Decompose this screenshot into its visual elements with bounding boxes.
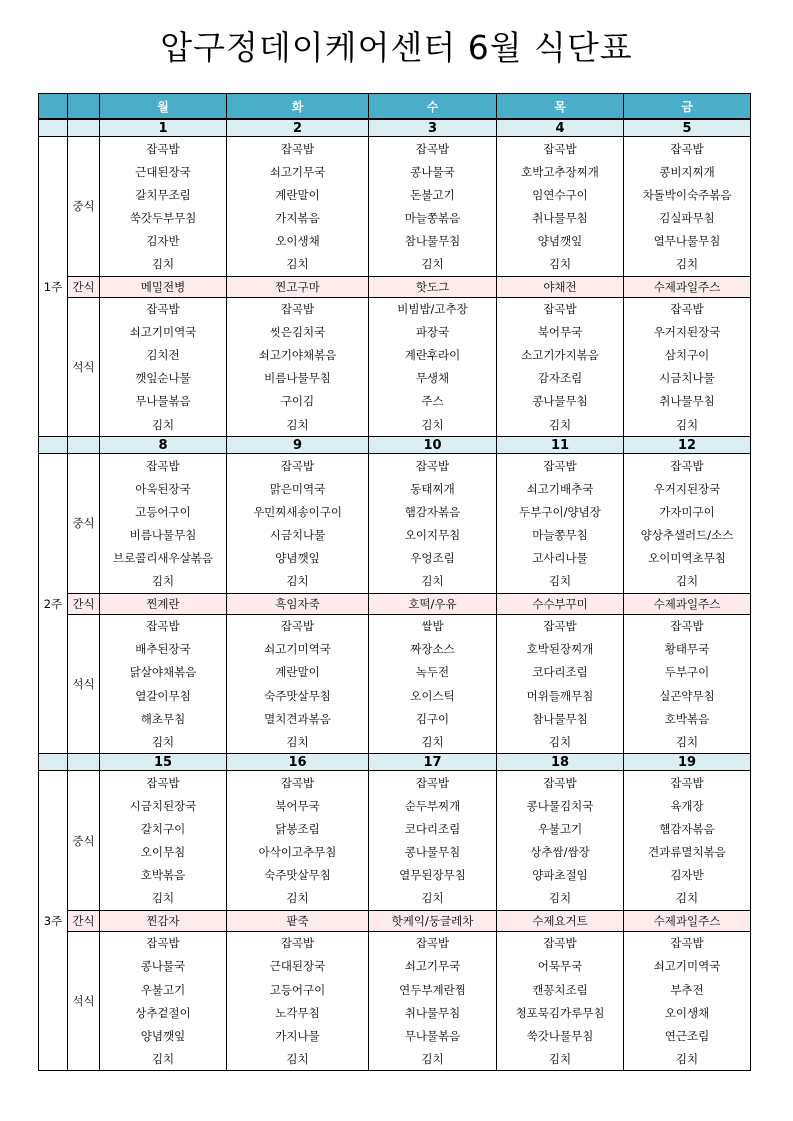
- menu-item: 김치: [497, 887, 624, 911]
- menu-item: 오이스틱: [369, 684, 497, 707]
- snack-item: 찐감자: [100, 910, 227, 931]
- menu-item: 김치: [100, 730, 227, 754]
- menu-item: 쇠고기야채볶음: [227, 344, 369, 367]
- menu-item: 닭살야채볶음: [100, 661, 227, 684]
- date-cell: 2: [227, 119, 369, 137]
- meal-label: 중식: [68, 454, 100, 594]
- menu-item: 햄감자볶음: [369, 500, 497, 523]
- dinner-row: [39, 931, 751, 955]
- menu-item: 김치: [369, 1047, 497, 1071]
- menu-item: 열무된장무침: [369, 864, 497, 887]
- menu-item: 우불고기: [497, 817, 624, 840]
- menu-item: 취나물무침: [497, 206, 624, 229]
- menu-item: 콩나물국: [100, 955, 227, 978]
- date-corner: [68, 119, 100, 137]
- lunch-row: [39, 137, 751, 161]
- menu-item: 김치: [624, 730, 751, 754]
- menu-item: 김치: [624, 887, 751, 911]
- dinner-row: [39, 1047, 751, 1071]
- menu-item: 김치: [624, 1047, 751, 1071]
- menu-item: 마늘쫑볶음: [369, 206, 497, 229]
- menu-item: 호박고추장찌개: [497, 160, 624, 183]
- menu-item: 짜장소스: [369, 638, 497, 661]
- menu-item: 잡곡밥: [100, 297, 227, 321]
- snack-item: 메밀전병: [100, 276, 227, 297]
- menu-item: 상추겉절이: [100, 1001, 227, 1024]
- week-label: 3주: [39, 771, 68, 1071]
- menu-item: 돈불고기: [369, 183, 497, 206]
- menu-item: 잡곡밥: [624, 931, 751, 955]
- snack-row: [39, 593, 751, 614]
- menu-item: 열무나물무침: [624, 229, 751, 252]
- date-corner: [39, 119, 68, 137]
- menu-item: 잡곡밥: [497, 454, 624, 478]
- date-row: [39, 119, 751, 137]
- menu-item: 가지나물: [227, 1024, 369, 1047]
- menu-item: 오이생채: [227, 229, 369, 252]
- menu-item: 차돌박이숙주볶음: [624, 183, 751, 206]
- menu-item: 김치: [369, 730, 497, 754]
- menu-item: 잡곡밥: [227, 614, 369, 638]
- menu-item: 머위들깨무침: [497, 684, 624, 707]
- menu-item: 주스: [369, 390, 497, 413]
- date-cell: 17: [369, 754, 497, 771]
- menu-item: 김치: [227, 887, 369, 911]
- menu-item: 비름나물무침: [100, 523, 227, 546]
- menu-item: 양파초절임: [497, 864, 624, 887]
- menu-item: 파장국: [369, 321, 497, 344]
- menu-item: 김치: [369, 252, 497, 276]
- menu-item: 김치: [369, 570, 497, 594]
- menu-item: 황태무국: [624, 638, 751, 661]
- menu-item: 우거지된장국: [624, 321, 751, 344]
- lunch-row: [39, 794, 751, 817]
- menu-item: 김치: [227, 1047, 369, 1071]
- menu-item: 실곤약무침: [624, 684, 751, 707]
- menu-item: 김치: [497, 570, 624, 594]
- menu-item: 잡곡밥: [369, 771, 497, 795]
- dinner-row: [39, 321, 751, 344]
- menu-item: 잡곡밥: [227, 771, 369, 795]
- menu-item: 우민찌새송이구이: [227, 500, 369, 523]
- snack-item: 야채전: [497, 276, 624, 297]
- lunch-row: [39, 570, 751, 594]
- menu-item: 비름나물무침: [227, 367, 369, 390]
- menu-item: 마늘쫑무침: [497, 523, 624, 546]
- menu-item: 잡곡밥: [497, 137, 624, 161]
- menu-item: 취나물무침: [624, 390, 751, 413]
- date-cell: 16: [227, 754, 369, 771]
- menu-item: 잡곡밥: [227, 137, 369, 161]
- menu-item: 콩나물무침: [369, 841, 497, 864]
- menu-item: 김치: [100, 570, 227, 594]
- menu-item: 잡곡밥: [227, 297, 369, 321]
- dinner-row: [39, 955, 751, 978]
- menu-item: 근대된장국: [227, 955, 369, 978]
- menu-item: 김치: [497, 413, 624, 437]
- date-cell: 10: [369, 437, 497, 454]
- menu-item: 계란말이: [227, 183, 369, 206]
- menu-item: 잡곡밥: [624, 137, 751, 161]
- page-title: 압구정데이케어센터 6월 식단표: [160, 28, 633, 67]
- menu-item: 참나물무침: [497, 707, 624, 730]
- menu-item: 김치: [624, 252, 751, 276]
- menu-item: 연두부계란찜: [369, 978, 497, 1001]
- menu-item: 김자반: [100, 229, 227, 252]
- date-corner: [39, 754, 68, 771]
- menu-item: 쑥갓두부무침: [100, 206, 227, 229]
- menu-item: 김치: [227, 413, 369, 437]
- snack-item: 수제과일주스: [624, 276, 751, 297]
- lunch-row: [39, 183, 751, 206]
- menu-item: 잡곡밥: [497, 614, 624, 638]
- dinner-row: [39, 978, 751, 1001]
- menu-item: 잡곡밥: [624, 614, 751, 638]
- menu-item: 잡곡밥: [624, 297, 751, 321]
- menu-item: 양념깻잎: [497, 229, 624, 252]
- menu-item: 잡곡밥: [100, 931, 227, 955]
- menu-item: 부추전: [624, 978, 751, 1001]
- menu-item: 김치: [497, 252, 624, 276]
- header-corner: [39, 94, 68, 120]
- meal-label: 간식: [68, 276, 100, 297]
- menu-item: 김치: [369, 887, 497, 911]
- menu-item: 잡곡밥: [369, 137, 497, 161]
- menu-item: 우불고기: [100, 978, 227, 1001]
- menu-item: 양상추샐러드/소스: [624, 523, 751, 546]
- menu-item: 잡곡밥: [497, 771, 624, 795]
- menu-item: 북어무국: [227, 794, 369, 817]
- menu-item: 잡곡밥: [100, 614, 227, 638]
- dinner-row: [39, 707, 751, 730]
- dinner-row: [39, 297, 751, 321]
- menu-item: 브로콜리새우살볶음: [100, 547, 227, 570]
- menu-item: 구이김: [227, 390, 369, 413]
- menu-item: 무나물볶음: [100, 390, 227, 413]
- lunch-row: [39, 477, 751, 500]
- header-day: 수: [369, 94, 497, 120]
- menu-item: 잡곡밥: [624, 771, 751, 795]
- menu-item: 양념깻잎: [100, 1024, 227, 1047]
- date-cell: 12: [624, 437, 751, 454]
- date-corner: [68, 437, 100, 454]
- lunch-row: [39, 817, 751, 840]
- meal-label: 중식: [68, 137, 100, 277]
- menu-item: 두부구이/양념장: [497, 500, 624, 523]
- menu-item: 가지볶음: [227, 206, 369, 229]
- menu-item: 쑥갓나물무침: [497, 1024, 624, 1047]
- date-cell: 3: [369, 119, 497, 137]
- snack-row: [39, 276, 751, 297]
- menu-item: 김자반: [624, 864, 751, 887]
- lunch-row: [39, 206, 751, 229]
- menu-item: 노각무침: [227, 1001, 369, 1024]
- meal-label: 석식: [68, 614, 100, 754]
- snack-item: 수제과일주스: [624, 910, 751, 931]
- menu-item: 김치: [227, 730, 369, 754]
- menu-item: 양념깻잎: [227, 547, 369, 570]
- snack-item: 흑임자죽: [227, 593, 369, 614]
- menu-item: 잡곡밥: [227, 931, 369, 955]
- menu-item: 김치전: [100, 344, 227, 367]
- snack-item: 핫케익/둥글레차: [369, 910, 497, 931]
- date-cell: 5: [624, 119, 751, 137]
- menu-item: 동태찌개: [369, 477, 497, 500]
- lunch-row: [39, 500, 751, 523]
- header-day: 화: [227, 94, 369, 120]
- menu-item: 잡곡밥: [100, 454, 227, 478]
- date-corner: [39, 437, 68, 454]
- menu-item: 쇠고기미역국: [624, 955, 751, 978]
- menu-item: 김치: [497, 730, 624, 754]
- menu-item: 두부구이: [624, 661, 751, 684]
- menu-item: 깻잎순나물: [100, 367, 227, 390]
- menu-item: 고등어구이: [100, 500, 227, 523]
- menu-item: 소고기가지볶음: [497, 344, 624, 367]
- menu-item: 오이지무침: [369, 523, 497, 546]
- menu-item: 계란말이: [227, 661, 369, 684]
- menu-item: 김치: [100, 1047, 227, 1071]
- menu-item: 아욱된장국: [100, 477, 227, 500]
- menu-item: 김구이: [369, 707, 497, 730]
- snack-item: 호떡/우유: [369, 593, 497, 614]
- snack-item: 팥죽: [227, 910, 369, 931]
- menu-item: 김실파무침: [624, 206, 751, 229]
- menu-item: 콩나물국: [369, 160, 497, 183]
- snack-item: 수제요거트: [497, 910, 624, 931]
- lunch-row: [39, 229, 751, 252]
- menu-item: 잡곡밥: [624, 454, 751, 478]
- menu-item: 김치: [369, 413, 497, 437]
- menu-item: 코다리조림: [369, 817, 497, 840]
- menu-item: 잡곡밥: [100, 137, 227, 161]
- menu-item: 호박볶음: [624, 707, 751, 730]
- menu-item: 상추쌈/쌈장: [497, 841, 624, 864]
- menu-item: 육개장: [624, 794, 751, 817]
- menu-item: 씻은김치국: [227, 321, 369, 344]
- menu-item: 김치: [100, 252, 227, 276]
- dinner-row: [39, 1024, 751, 1047]
- dinner-row: [39, 614, 751, 638]
- menu-item: 호박된장찌개: [497, 638, 624, 661]
- menu-item: 시금치나물: [227, 523, 369, 546]
- dinner-row: [39, 684, 751, 707]
- snack-item: 핫도그: [369, 276, 497, 297]
- date-row: [39, 754, 751, 771]
- menu-item: 배추된장국: [100, 638, 227, 661]
- menu-item: 시금치나물: [624, 367, 751, 390]
- menu-item: 갈치구이: [100, 817, 227, 840]
- menu-item: 우거지된장국: [624, 477, 751, 500]
- menu-item: 계란후라이: [369, 344, 497, 367]
- meal-label: 석식: [68, 297, 100, 437]
- menu-item: 코다리조림: [497, 661, 624, 684]
- menu-item: 임연수구이: [497, 183, 624, 206]
- snack-item: 찐계란: [100, 593, 227, 614]
- menu-item: 무생채: [369, 367, 497, 390]
- menu-item: 순두부찌개: [369, 794, 497, 817]
- menu-table: [38, 93, 751, 1071]
- meal-label: 중식: [68, 771, 100, 911]
- menu-item: 콩나물김치국: [497, 794, 624, 817]
- menu-item: 닭봉조림: [227, 817, 369, 840]
- menu-item: 콩비지찌개: [624, 160, 751, 183]
- snack-row: [39, 910, 751, 931]
- menu-item: 캔꽁치조림: [497, 978, 624, 1001]
- menu-item: 쇠고기배추국: [497, 477, 624, 500]
- dinner-row: [39, 367, 751, 390]
- header-row: [39, 94, 751, 120]
- menu-item: 쌀밥: [369, 614, 497, 638]
- lunch-row: [39, 160, 751, 183]
- menu-item: 갈치무조림: [100, 183, 227, 206]
- menu-item: 김치: [227, 570, 369, 594]
- menu-item: 맑은미역국: [227, 477, 369, 500]
- dinner-row: [39, 1001, 751, 1024]
- menu-item: 무나물볶음: [369, 1024, 497, 1047]
- dinner-row: [39, 730, 751, 754]
- menu-item: 아삭이고추무침: [227, 841, 369, 864]
- menu-item: 잡곡밥: [369, 931, 497, 955]
- lunch-row: [39, 841, 751, 864]
- lunch-row: [39, 523, 751, 546]
- menu-item: 햄감자볶음: [624, 817, 751, 840]
- date-cell: 11: [497, 437, 624, 454]
- menu-item: 쇠고기미역국: [227, 638, 369, 661]
- date-row: [39, 437, 751, 454]
- menu-item: 잡곡밥: [227, 454, 369, 478]
- menu-item: 오이생채: [624, 1001, 751, 1024]
- snack-item: 수제과일주스: [624, 593, 751, 614]
- menu-item: 쇠고기무국: [369, 955, 497, 978]
- dinner-row: [39, 390, 751, 413]
- snack-item: 찐고구마: [227, 276, 369, 297]
- menu-item: 시금치된장국: [100, 794, 227, 817]
- date-cell: 15: [100, 754, 227, 771]
- lunch-row: [39, 864, 751, 887]
- header-corner: [68, 94, 100, 120]
- menu-item: 김치: [100, 887, 227, 911]
- menu-item: 김치: [624, 413, 751, 437]
- header-day: 금: [624, 94, 751, 120]
- menu-item: 해초무침: [100, 707, 227, 730]
- date-cell: 1: [100, 119, 227, 137]
- header-day: 월: [100, 94, 227, 120]
- menu-item: 고등어구이: [227, 978, 369, 1001]
- menu-item: 잡곡밥: [369, 454, 497, 478]
- meal-label: 간식: [68, 910, 100, 931]
- header-day: 목: [497, 94, 624, 120]
- meal-label: 간식: [68, 593, 100, 614]
- menu-item: 우엉조림: [369, 547, 497, 570]
- menu-item: 취나물무침: [369, 1001, 497, 1024]
- menu-item: 김치: [497, 1047, 624, 1071]
- date-cell: 9: [227, 437, 369, 454]
- menu-item: 김치: [624, 570, 751, 594]
- date-cell: 19: [624, 754, 751, 771]
- menu-item: 멸치견과볶음: [227, 707, 369, 730]
- menu-item: 녹두전: [369, 661, 497, 684]
- week-label: 2주: [39, 454, 68, 754]
- menu-item: 어묵무국: [497, 955, 624, 978]
- date-cell: 8: [100, 437, 227, 454]
- dinner-row: [39, 661, 751, 684]
- menu-item: 견과류멸치볶음: [624, 841, 751, 864]
- menu-item: 김치: [227, 252, 369, 276]
- dinner-row: [39, 413, 751, 437]
- menu-item: 콩나물무침: [497, 390, 624, 413]
- menu-item: 쇠고기무국: [227, 160, 369, 183]
- date-corner: [68, 754, 100, 771]
- menu-item: 숙주맛살무침: [227, 864, 369, 887]
- menu-item: 감자조림: [497, 367, 624, 390]
- dinner-row: [39, 638, 751, 661]
- date-cell: 4: [497, 119, 624, 137]
- menu-item: 열갈이무침: [100, 684, 227, 707]
- menu-item: 잡곡밥: [497, 297, 624, 321]
- menu-item: 숙주맛살무침: [227, 684, 369, 707]
- menu-item: 오이미역초무침: [624, 547, 751, 570]
- menu-item: 쇠고기미역국: [100, 321, 227, 344]
- menu-table-body: [39, 94, 751, 1071]
- menu-item: 비빔밥/고추장: [369, 297, 497, 321]
- snack-item: 수수부꾸미: [497, 593, 624, 614]
- menu-item: 삼치구이: [624, 344, 751, 367]
- lunch-row: [39, 771, 751, 795]
- menu-item: 청포묵김가루무침: [497, 1001, 624, 1024]
- lunch-row: [39, 252, 751, 276]
- menu-item: 가자미구이: [624, 500, 751, 523]
- menu-item: 고사리나물: [497, 547, 624, 570]
- meal-label: 석식: [68, 931, 100, 1071]
- lunch-row: [39, 547, 751, 570]
- menu-item: 연근조림: [624, 1024, 751, 1047]
- menu-item: 잡곡밥: [497, 931, 624, 955]
- menu-item: 근대된장국: [100, 160, 227, 183]
- lunch-row: [39, 454, 751, 478]
- menu-item: 잡곡밥: [100, 771, 227, 795]
- menu-item: 김치: [100, 413, 227, 437]
- lunch-row: [39, 887, 751, 911]
- date-cell: 18: [497, 754, 624, 771]
- menu-item: 호박볶음: [100, 864, 227, 887]
- menu-item: 오이무침: [100, 841, 227, 864]
- menu-item: 북어무국: [497, 321, 624, 344]
- week-label: 1주: [39, 137, 68, 437]
- menu-item: 참나물무침: [369, 229, 497, 252]
- dinner-row: [39, 344, 751, 367]
